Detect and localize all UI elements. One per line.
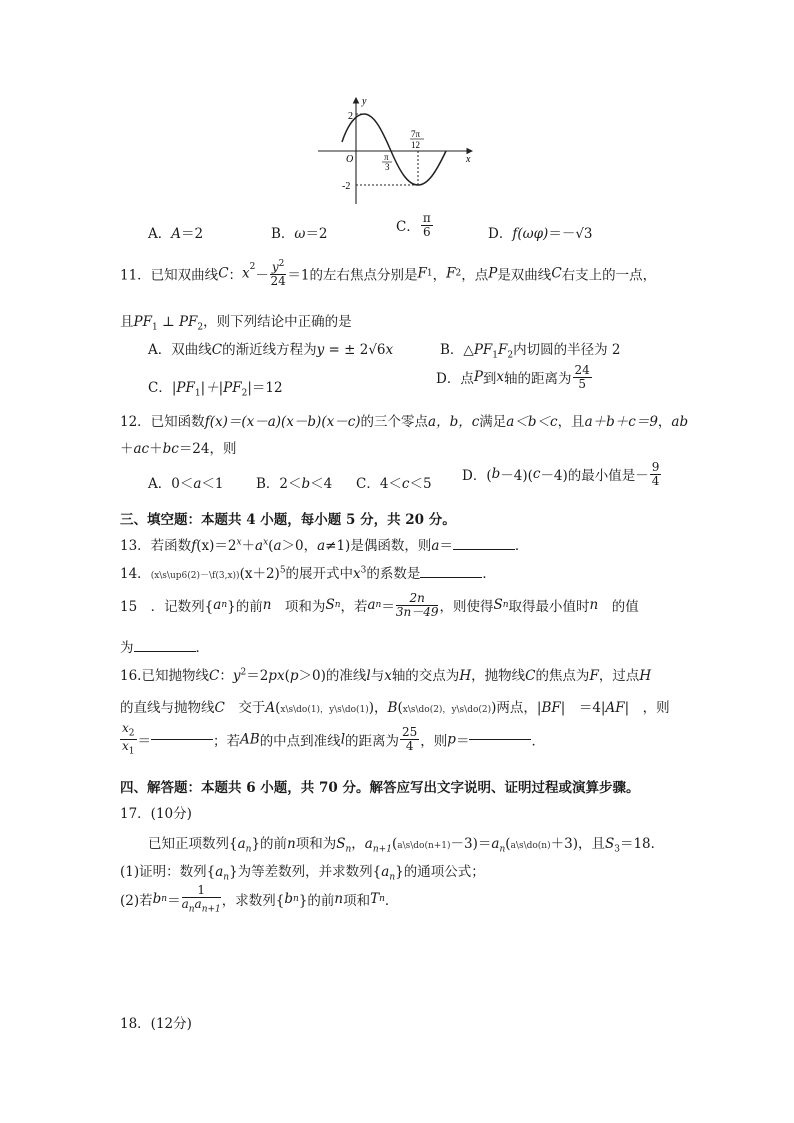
q13-answer-blank[interactable] [453,548,515,550]
x-axis-label: x [466,154,471,165]
q15-line1: 15 ．记数列{an}的前n 项和为Sn，若an＝ $\frac{2n}{3n-49}$ ，则使得Sn取得最小值时n 的值 [120,591,639,619]
q17-stem: 已知正项数列$\{a_n\}$的前n项和为$S_n$，$a_{n+1}(a\backslash s\backslash do(n+1)-3)=a_n(a\backslash s\backslash do(n)+3)$，且$S_3=18$． [148,836,665,855]
q12-option-b: B．2＜b＜4 [256,476,333,492]
q11-option-a: A．双曲线C的渐近线方程为y = ± 2√6x [148,342,394,358]
q10-option-a: A．A＝2 [148,226,204,242]
pi3-den: 3 [385,162,390,172]
q12-option-d: D．(b－4)(c－4)的最小值是－ $\frac{9}{4}$ [462,460,660,488]
q17-part2: (2)若bn＝ $\frac{1}{a_na_{n+1}}$ ，求数列{bn}的前n项和Tn． [120,883,399,914]
section-4-heading: 四、解答题：本题共 6 小题，共 70 分。解答应写出文字说明、证明过程或演算步骤。 [120,780,640,796]
y-bottom-label: -2 [342,181,351,192]
q16-answer-blank-1[interactable] [151,738,213,740]
q12-stem-line2: ＋ac＋bc＝24，则 [120,441,237,457]
q18-heading: 18．(12分) [120,1016,192,1032]
q12-option-c: C．4＜c＜5 [356,476,432,492]
q13: 13．若函数$f(x)=2^x+a^x(a>0$，a≠1)是偶函数，则a＝ ． [120,537,529,554]
p7-den: 12 [411,140,420,150]
q11-stem-line1: 11．已知双曲线C：$x^2-$ $\frac{y^2}{24}$ ＝1的左右焦点分别是F1，F2，点P是双曲线C右支上的一点， [120,259,657,288]
q11-option-c: C．$|PF_1|+|PF_2|=12$ [148,380,283,399]
q12-stem-line1: 12．已知函数f(x)＝(x－a)(x－b)(x－c)的三个零点a，b，c满足a＜b＜c，且a＋b＋c＝9，ab [120,414,689,430]
pi3-num: π [384,152,389,162]
q10-option-d: D．f(ωφ)＝－√3 [488,226,593,242]
q11-option-d: D．点P到x轴的距离为 $\frac{24}{5}$ [436,363,590,391]
y-axis-label: y [362,96,367,107]
q17-part1: (1)证明：数列$\{a_n\}$为等差数列，并求数列$\{a_n\}$的通项公式； [120,864,485,883]
q11-option-b: B．$\triangle PF_1F_2$内切圆的半径为 2 [440,342,621,361]
q16-line1: 16.已知抛物线C：$y^2=2px(p>0)$的准线l与x轴的交点为H，抛物线C的焦点为F，过点H [120,667,652,684]
origin-label: O [346,154,354,165]
p7-num: 7π [411,129,421,139]
q10-options [148,222,203,242]
q17-heading: 17．(10分) [120,806,192,822]
q11-stem-line2: 且$PF_1$ ⊥ $PF_2$，则下列结论中正确的是 [120,314,352,333]
q10-option-b: B．ω＝2 [271,226,328,242]
q10-option-c: C． $\frac{\pi}{6}$ [396,211,431,239]
y-top-label: 2 [348,111,353,122]
q14-answer-blank[interactable] [420,576,482,578]
section-3-heading: 三、填空题：本题共 4 小题，每小题 5 分，共 20 分。 [120,512,456,528]
q16-answer-blank-2[interactable] [469,738,531,740]
q16-line2: 的直线与抛物线C 交于A(x\s\do(1)，y\s\do(1))，B(x\s\do(2)，y\s\do(2))两点，|BF| ＝4|AF| ，则 [120,700,670,716]
q16-line3: $\frac{x_2}{x_1}$ ＝ ；若AB的中点到准线l的距离为 $\frac{25}{4}$ ，则p＝ ． [122,721,545,757]
sine-curve [342,114,446,185]
sine-graph [312,92,482,212]
q14: 14．$(x\backslash s\backslash up6(2)-\backslash f(3,x))(x+2)^5$的展开式中$x^3$的系数是 ． [120,565,496,582]
q15-line2: 为 ． [120,640,209,656]
q12-option-a: A．0＜a＜1 [148,476,224,492]
q15-answer-blank[interactable] [134,650,196,652]
